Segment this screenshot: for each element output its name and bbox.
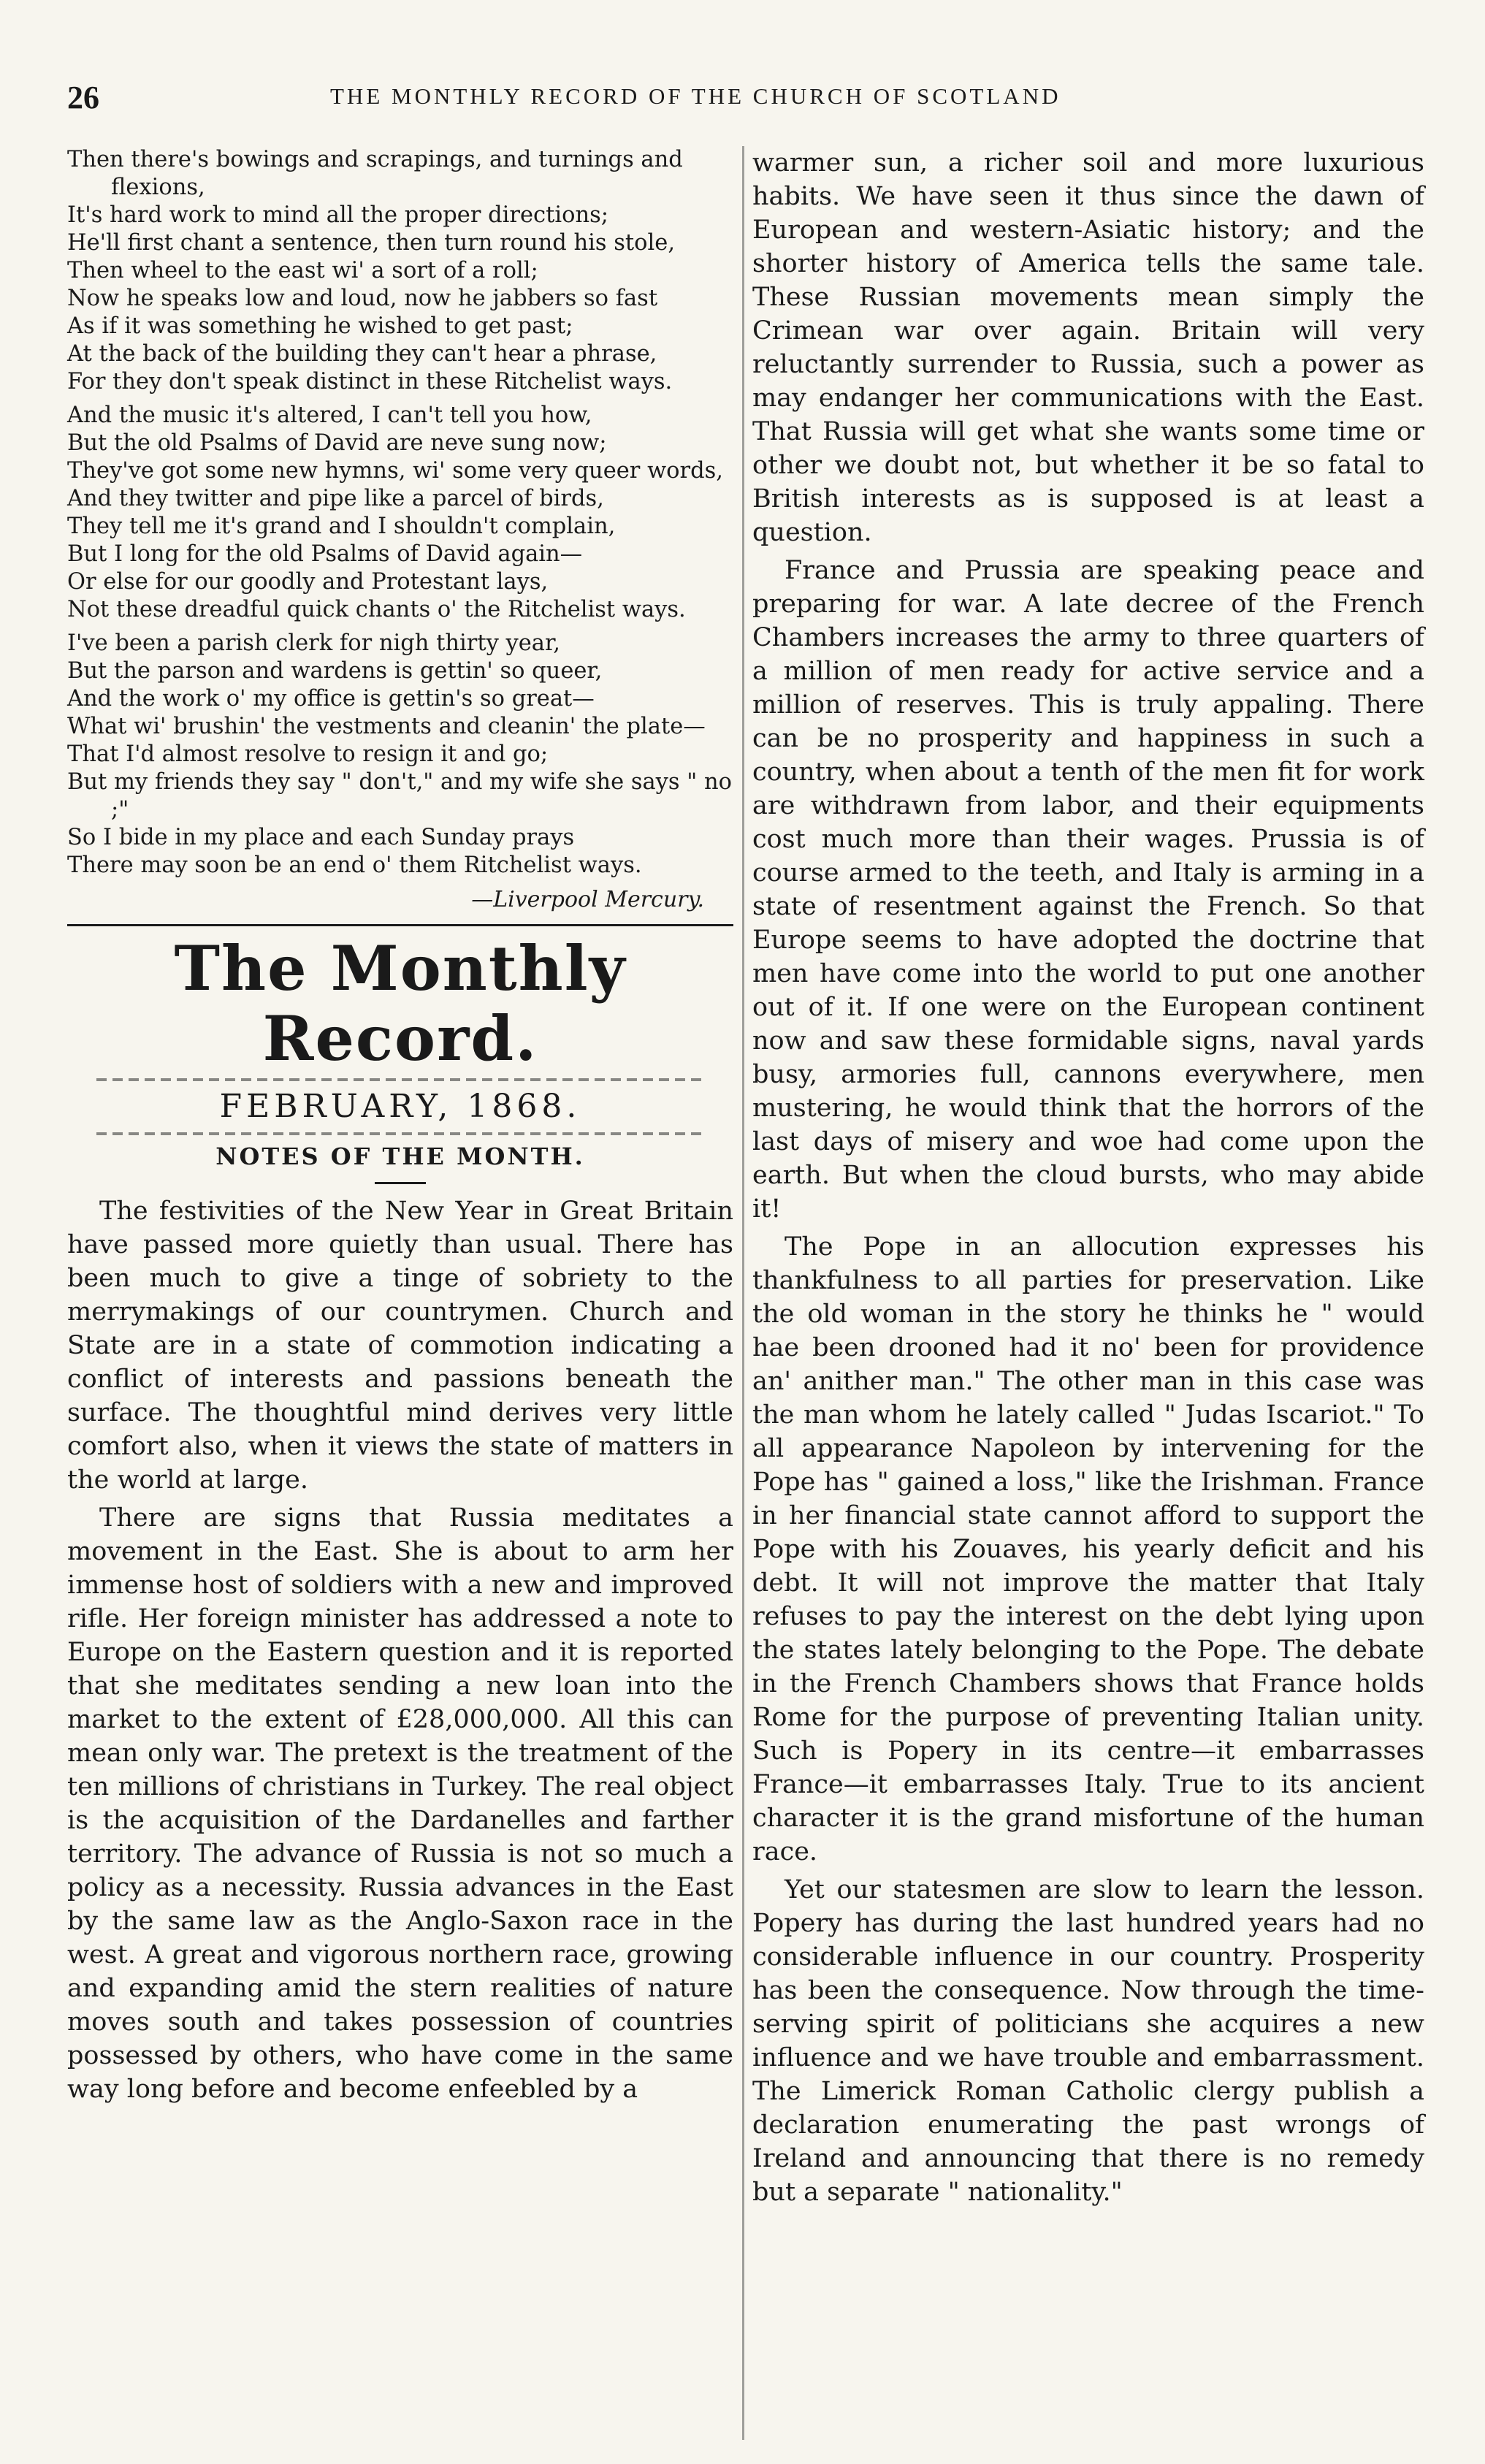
heading-rule [375, 1182, 426, 1184]
poem-line: He'll first chant a sentence, then turn round his stole, [67, 230, 676, 256]
poem-line: I've been a parish clerk for nigh thirty year, [67, 630, 560, 656]
left-column [67, 146, 733, 2110]
article-left [67, 1194, 733, 2106]
poem-line: But my friends they say " don't," and my wife she says " no ;" [67, 769, 732, 823]
poem-line: At the back of the building they can't hear a phrase, [67, 341, 657, 367]
poem-line: Now he speaks low and loud, now he jabbers so fast [67, 286, 658, 311]
poem-line: They've got some new hymns, wi' some very queer words, [67, 458, 723, 484]
poem-line: They tell me it's grand and I shouldn't complain, [67, 514, 616, 539]
poem-line: Then there's bowings and scrapings, and turnings and flexions, [67, 147, 683, 200]
section-heading: NOTES OF THE MONTH. [215, 1143, 585, 1170]
poem-line: But I long for the old Psalms of David again— [67, 541, 583, 567]
poem-line: It's hard work to mind all the proper directions; [67, 202, 609, 228]
poem-line: As if it was something he wished to get past; [67, 313, 573, 339]
page-number: 26 [67, 80, 99, 115]
poem-line: For they don't speak distinct in these Ritchelist ways. [67, 369, 673, 394]
poem-line: Then wheel to the east wi' a sort of a roll; [67, 258, 538, 283]
right-column [752, 146, 1424, 2213]
poem-line: That I'd almost resolve to resign it and go; [67, 741, 549, 767]
paragraph: The Pope in an allocution expresses his thankfulness to all parties for preservation. Like the old woman in the story he thinks he " would hae been drooned had it no' been for providence an' anither man." The other man in this case was the man whom he lately called " Judas Iscariot." To all appearance Napoleon by intervening for the Pope has " gained a loss," like the Irishman. France in her financial state cannot afford to support the Pope with his Zouaves, his yearly deficit and his debt. It will not improve the matter that Italy refuses to pay the interest on the debt lying upon the states lately belonging to the Pope. The debate in the French Chambers shows that France holds Rome for the purpose of preventing Italian unity. Such is Popery in its centre—it embarrasses France—it embarrasses Italy. True to its ancient character it is the grand misfortune of the human race. [752, 1232, 1424, 1866]
poem-line: Not these dreadful quick chants o' the Ritchelist ways. [67, 597, 686, 622]
poem-line: And the work o' my office is gettin's so great— [67, 686, 595, 712]
poem-credit: —Liverpool Mercury. [471, 887, 704, 912]
paragraph: France and Prussia are speaking peace and preparing for war. A late decree of the French Chambers increases the army to three quarters of a million of men ready for active service and a million of reserves. This is truly appaling. There can be no prosperity and happiness in such a country, when about a tenth of the men fit for work are withdrawn from labor, and their equipments cost much more than their wages. Prussia is of course armed to the teeth, and Italy is arming in a state of resentment against the French. So that Europe seems to have adopted the doctrine that men have come into the world to put one another out of it. If one were on the European continent now and saw these formidable signs, naval yards busy, armories full, cannons everywhere, men mustering, he would think that the horrors of the last days of misery and woe had come upon the earth. But when the cloud bursts, who may abide it! [752, 556, 1424, 1224]
paragraph: The festivities of the New Year in Great Britain have passed more quietly than usual. There has been much to give a tinge of sobriety to the merrymakings of our countrymen. Church and State are in a state of commotion indicating a conflict of interests and passions beneath the surface. The thoughtful mind derives very little comfort also, when it views the state of matters in the world at large. [67, 1197, 733, 1495]
poem-line: And they twitter and pipe like a parcel of birds, [67, 486, 604, 511]
poem-line: But the parson and wardens is gettin' so queer, [67, 658, 603, 684]
paragraph: warmer sun, a richer soil and more luxurious habits. We have seen it thus since the dawn of European and western-Asiatic history; and the shorter history of America tells the same tale. These Russian movements mean simply the Crimean war over again. Britain will very reluctantly surrender to Russia, such a power as may endanger her communications with the East. That Russia will get what she wants some time or other we doubt not, but whether it be so fatal to British interests as is supposed is at least a question. [752, 148, 1424, 547]
poem-line: Or else for our goodly and Protestant lays, [67, 569, 549, 595]
poem-line: And the music it's altered, I can't tell you how, [67, 403, 592, 428]
poem [67, 146, 733, 880]
poem-line: There may soon be an end o' them Ritchelist ways. [67, 853, 642, 878]
ornamental-rule [96, 1078, 704, 1081]
section-divider [67, 924, 733, 926]
column-rule [742, 146, 744, 2440]
masthead-title: The Monthly Record. [174, 932, 627, 1075]
article-right [752, 146, 1424, 2209]
ornamental-rule [96, 1132, 704, 1135]
running-head [67, 79, 1418, 123]
poem-line: What wi' brushin' the vestments and cleanin' the plate— [67, 714, 706, 739]
paragraph: Yet our statesmen are slow to learn the lesson. Popery has during the last hundred years had no considerable influence in our country. Prosperity has been the consequence. Now through the time-serving spirit of politicians she acquires a new influence and we have trouble and embarrassment. The Limerick Roman Catholic clergy publish a declaration enumerating the past wrongs of Ireland and announcing that there is no remedy but a separate " nationality." [752, 1875, 1424, 2207]
poem-line: So I bide in my place and each Sunday prays [67, 825, 575, 850]
paragraph: There are signs that Russia meditates a movement in the East. She is about to arm her immense host of soldiers with a new and improved rifle. Her foreign minister has addressed a note to Europe on the Eastern question and it is reported that she meditates sending a new loan into the market to the extent of £28,000,000. All this can mean only war. The pretext is the treatment of the ten millions of christians in Turkey. The real object is the acquisition of the Dardanelles and farther territory. The advance of Russia is not so much a policy as a necessity. Russia advances in the East by the same law as the Anglo-Saxon race in the west. A great and vigorous northern race, growing and expanding amid the stern realities of nature moves south and takes possession of countries possessed by others, who have come in the same way long before and become enfeebled by a [67, 1503, 733, 2104]
issue-date: FEBRUARY, 1868. [219, 1088, 581, 1125]
poem-line: But the old Psalms of David are neve sung now; [67, 430, 607, 456]
journal-title: THE MONTHLY RECORD OF THE CHURCH OF SCOTLAND [330, 83, 1061, 109]
